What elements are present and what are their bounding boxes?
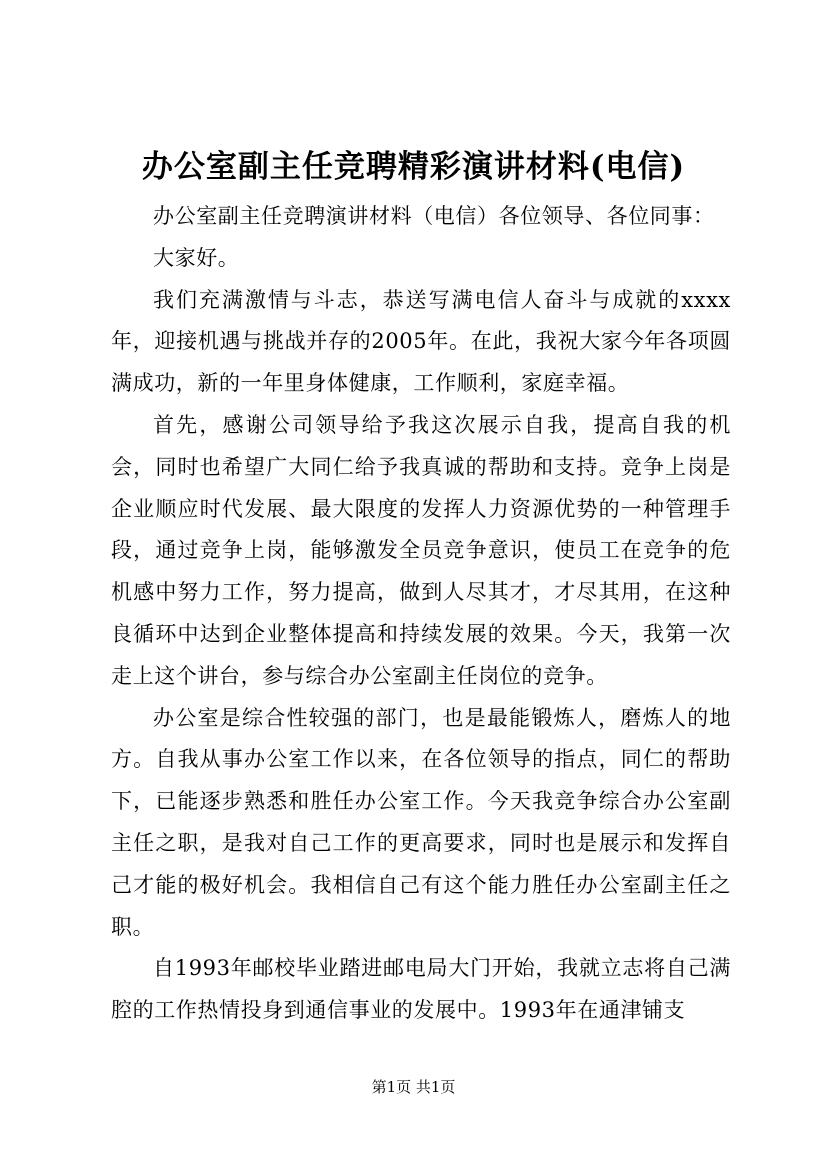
page-footer: 第1页 共1页 — [371, 1078, 456, 1096]
paragraph-career: 自1993年邮校毕业踏进邮电局大门开始，我就立志将自己满腔的工作热情投身到通信事业的发展中。1993年在通津铺支 — [111, 956, 731, 1023]
document-title: 办公室副主任竞聘精彩演讲材料(电信) — [141, 149, 686, 185]
paragraph-hello: 大家好。 — [153, 245, 240, 270]
paragraph-office: 办公室是综合性较强的部门，也是最能锻炼人，磨炼人的地方。自我从事办公室工作以来，在各位领导的指点，同仁的帮助下，已能逐步熟悉和胜任办公室工作。今天我竞争综合办公室副主任之职，是我对自己工作的更高要求，同时也是展示和发挥自己才能的极好机会。我相信自己有这个能力胜任办公室副主任之职。 — [111, 705, 731, 939]
paragraph-thanks: 首先，感谢公司领导给予我这次展示自我，提高自我的机会，同时也希望广大同仁给予我真诚的帮助和支持。竞争上岗是企业顺应时代发展、最大限度的发挥人力资源优势的一种管理手段，通过竞争上岗，能够激发全员竞争意识，使员工在竞争的危机感中努力工作，努力提高，做到人尽其才，才尽其用，在这种良循环中达到企业整体提高和持续发展的效果。今天，我第一次走上这个讲台，参与综合办公室副主任岗位的竞争。 — [111, 412, 731, 688]
paragraph-new-year: 我们充满激情与斗志，恭送写满电信人奋斗与成就的xxxx年，迎接机遇与挑战并存的2005年。在此，我祝大家今年各项圆满成功，新的一年里身体健康，工作顺利，家庭幸福。 — [111, 287, 731, 396]
paragraph-greeting: 办公室副主任竞聘演讲材料（电信）各位领导、各位同事： — [153, 204, 715, 228]
document-body — [111, 196, 731, 1032]
